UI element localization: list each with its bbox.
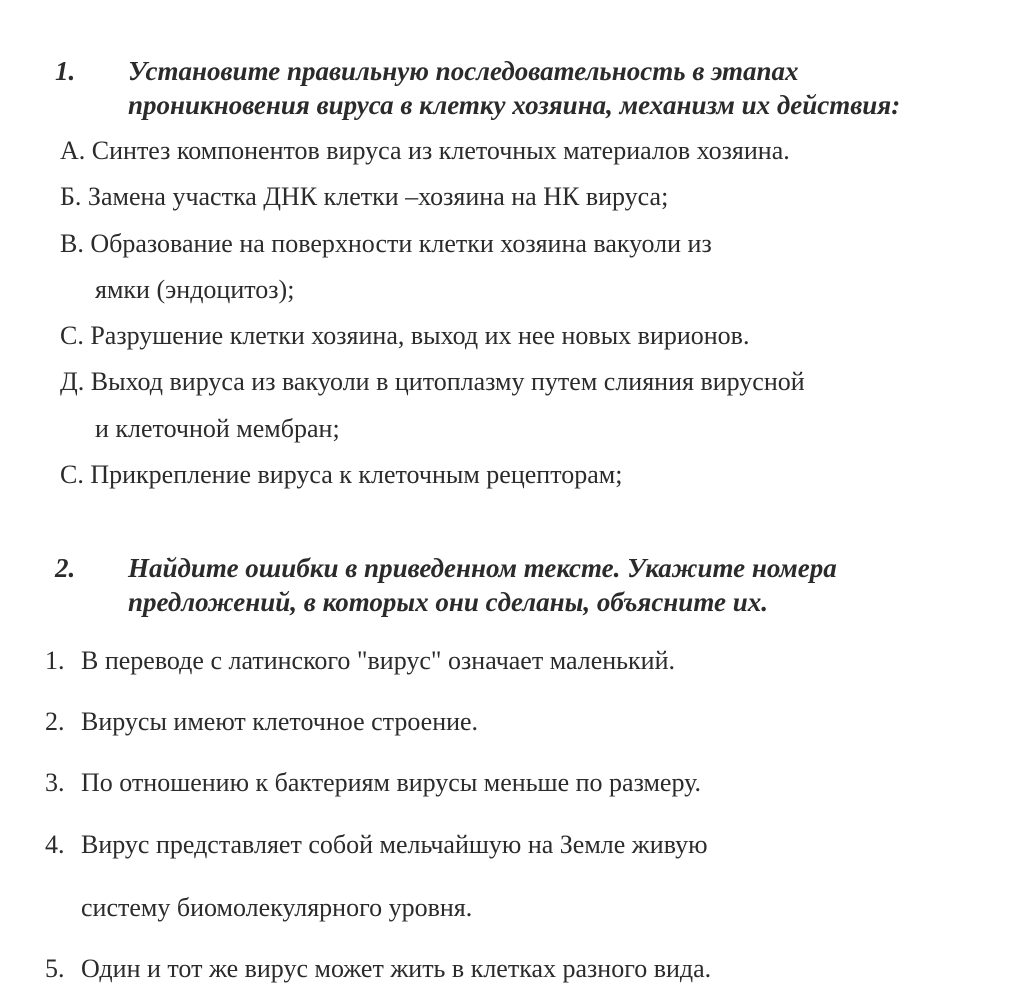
question-2-title-line-1: Найдите ошибки в приведенном тексте. Укажите номера — [128, 553, 837, 583]
statement-5-number: 5. — [45, 954, 65, 983]
statement-1-text: В переводе с латинского "вирус" означает маленький. — [81, 646, 676, 675]
statement-1-number: 1. — [45, 646, 65, 675]
statement-4-text-line-2: систему биомолекулярного уровня. — [81, 893, 473, 922]
option-b: Б. Замена участка ДНК клетки –хозяина на НК вируса; — [60, 182, 669, 211]
option-d-line-2: и клеточной мембран; — [95, 414, 340, 443]
option-a: А. Синтез компонентов вируса из клеточных материалов хозяина. — [60, 136, 790, 165]
statement-4-number: 4. — [45, 830, 65, 859]
question-2-title-line-2: предложений, в которых они сделаны, объясните их. — [128, 587, 768, 617]
question-1-title-line-1: Установите правильную последовательность в этапах — [128, 56, 799, 86]
statement-4-text-line-1: Вирус представляет собой мельчайшую на Земле живую — [81, 830, 708, 859]
option-v-line-1: В. Образование на поверхности клетки хозяина вакуоли из — [60, 229, 712, 258]
statement-3-number: 3. — [45, 768, 65, 797]
question-1-title-line-2: проникновения вируса в клетку хозяина, механизм их действия: — [128, 90, 901, 120]
option-s-2: С. Прикрепление вируса к клеточным рецепторам; — [60, 460, 623, 489]
question-1-number: 1. — [55, 56, 76, 86]
option-v-line-2: ямки (эндоцитоз); — [95, 275, 295, 304]
statement-3-text: По отношению к бактериям вирусы меньше по размеру. — [81, 768, 702, 797]
option-d-line-1: Д. Выход вируса из вакуоли в цитоплазму путем слияния вирусной — [60, 367, 805, 396]
statement-5-text: Один и тот же вирус может жить в клетках разного вида. — [81, 954, 712, 983]
option-s-1: С. Разрушение клетки хозяина, выход их нее новых вирионов. — [60, 321, 750, 350]
question-2-number: 2. — [55, 553, 76, 583]
statement-2-text: Вирусы имеют клеточное строение. — [81, 707, 479, 736]
statement-2-number: 2. — [45, 707, 65, 736]
